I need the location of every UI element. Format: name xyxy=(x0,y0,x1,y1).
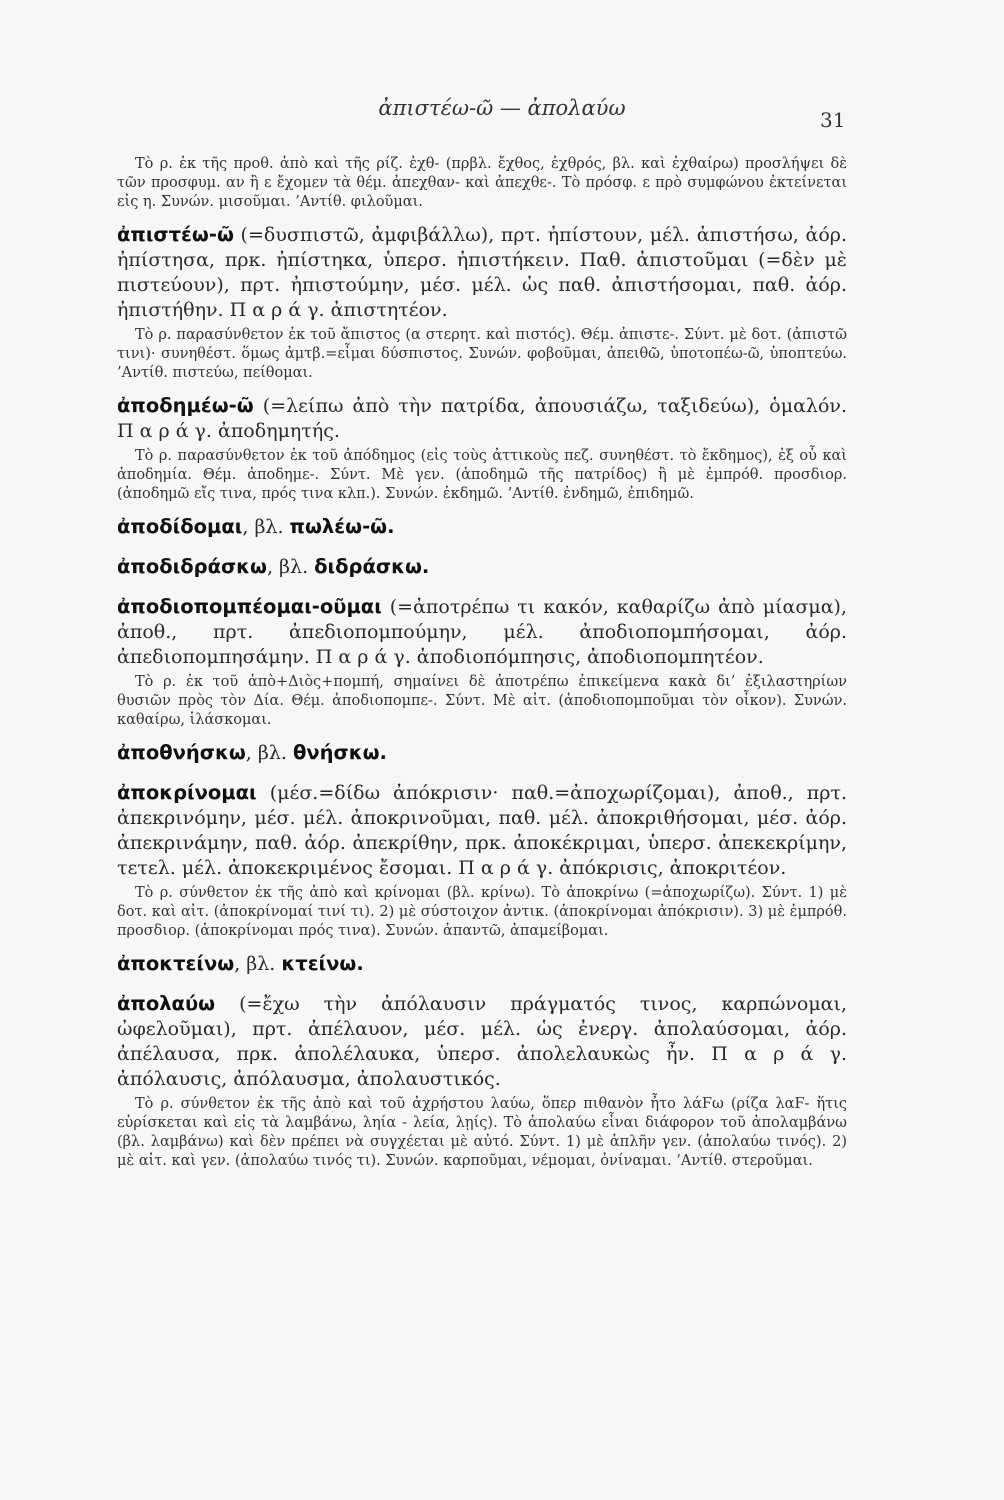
cross-reference-entry xyxy=(117,554,847,580)
entry-headword: ἀποδημέω-ῶ xyxy=(117,394,254,417)
cross-reference-entry xyxy=(117,951,847,977)
running-head: ἀπιστέω-ῶ — ἀπολαύω xyxy=(378,96,626,120)
dictionary-entry xyxy=(117,393,847,444)
entry-definition: (=δυσπιστῶ, ἀμφιβάλλω), πρτ. ἠπίστουν, μέλ. ἀπιστήσω, ἀόρ. ἠπίστησα, πρκ. ἠπίστηκα, ὑπερσ. ἠπιστήκειν. Παθ. ἀπιστοῦμαι (=δὲν μὲ πιστεύουν), πρτ. ἠπιστούμην, μέσ. μέλ. ὡς παθ. ἀπιστήσομαι, παθ. ἀόρ. ἠπιστήθην. Π α ρ ά γ. ἀπιστητέον. xyxy=(117,224,847,321)
cross-reference-entry xyxy=(117,514,847,540)
entry-headword: ἀποδίδομαι xyxy=(117,515,243,538)
etymology-note: Τὸ ρ. σύνθετον ἐκ τῆς ἀπὸ καὶ τοῦ ἀχρήστου λαύω, ὅπερ πιθανὸν ἦτο λάϜω (ρίζα λαϜ- ἥτις εὑρίσκεται καὶ εἰς τὰ λαμβάνω, ληία - λεία, λῃίς). Τὸ ἀπολαύω εἶναι διάφορον τοῦ ἀπολαμβάνω (βλ. λαμβάνω) καὶ δὲν πρέπει νὰ συγχέεται μὲ αὐτό. Σύντ. 1) μὲ ἁπλῆν γεν. (ἀπολαύω τινός). 2) μὲ αἰτ. καὶ γεν. (ἀπολαύω τινός τι). Συνών. καρποῦμαι, νέμομαι, ὀνίναμαι. ’Αντίθ. στεροῦμαι. xyxy=(117,1096,847,1169)
entry-headword: ἀποδιδράσκω xyxy=(117,555,267,578)
entry-definition: (=ἀποτρέπω τι κακόν, καθαρίζω ἀπὸ μίασμα), ἀποθ., πρτ. ἀπεδιοπομπούμην, μέλ. ἀποδιοπομπήσομαι, ἀόρ. ἀπεδιοπομπησάμην. Π α ρ ά γ. ἀποδιοπόμπησις, ἀποδιοπομπητέον. xyxy=(117,596,847,668)
etymology-note: Τὸ ρ. ἐκ τῆς προθ. ἀπὸ καὶ τῆς ρίζ. ἐχθ- (πρβλ. ἔχθος, ἐχθρός, βλ. καὶ ἐχθαίρω) προσλήψει δὲ τῶν προσφυμ. αν ἢ ε ἔχομεν τὰ θέμ. ἀπεχθαν- καὶ ἀπεχθε-. Τὸ πρόσφ. ε πρὸ συμφώνου ἐκτείνεται εἰς η. Συνών. μισοῦμαι. ’Αντίθ. φιλοῦμαι. xyxy=(117,156,847,210)
xref-prefix: , βλ. xyxy=(234,953,282,975)
cross-reference-entry xyxy=(117,740,847,766)
entry-headword: ἀποκτείνω xyxy=(117,952,235,975)
page-body xyxy=(117,155,847,1171)
entry-headword: ἀποθνήσκω xyxy=(117,741,246,764)
entry-headword: ἀποδιοπομπέομαι-οῦμαι xyxy=(117,595,382,618)
dictionary-entry xyxy=(117,780,847,881)
dictionary-entry xyxy=(117,991,847,1092)
xref-target: θνήσκω. xyxy=(292,741,387,764)
etymology-note: Τὸ ρ. παρασύνθετον ἐκ τοῦ ἀπόδημος (εἰς τοὺς ἀττικοὺς πεζ. συνηθέστ. τὸ ἔκδημος), ἐξ οὗ καὶ ἀποδημία. Θέμ. ἀποδημε-. Σύντ. Μὲ γεν. (ἀποδημῶ τῆς πατρίδος) ἢ μὲ ἐμπρόθ. προσδιορ. (ἀποδημῶ εἴς τινα, πρός τινα κλπ.). Συνών. ἐκδημῶ. ’Αντίθ. ἐνδημῶ, ἐπιδημῶ. xyxy=(117,448,847,502)
entry-definition: (=λείπω ἀπὸ τὴν πατρίδα, ἀπουσιάζω, ταξιδεύω), ὁμαλόν. Π α ρ ά γ. ἀποδημητής. xyxy=(117,395,847,442)
etymology-note: Τὸ ρ. ἐκ τοῦ ἀπὸ+Διὸς+πομπή, σημαίνει δὲ ἀποτρέπω ἐπικείμενα κακὰ δι’ ἐξιλαστηρίων θυσιῶν πρὸς τὸν Δία. Θέμ. ἀποδιοπομπε-. Σύντ. Μὲ αἰτ. (ἀποδιοπομποῦμαι τὸν οἶκον). Συνών. καθαίρω, ἱλάσκομαι. xyxy=(117,674,847,728)
xref-prefix: , βλ. xyxy=(245,742,293,764)
entry-headword: ἀπιστέω-ῶ xyxy=(117,223,234,246)
xref-prefix: , βλ. xyxy=(242,516,290,538)
xref-target: διδράσκω. xyxy=(314,555,430,578)
etymology-note: Τὸ ρ. σύνθετον ἐκ τῆς ἀπὸ καὶ κρίνομαι (βλ. κρίνω). Τὸ ἀποκρίνω (=ἀποχωρίζω). Σύντ. 1) μὲ δοτ. καὶ αἰτ. (ἀποκρίνομαί τινί τι). 2) μὲ σύστοιχον ἀντικ. (ἀποκρίνομαι ἀπόκρισιν). 3) μὲ ἐμπρόθ. προσδιορ. (ἀποκρίνομαι πρός τινα). Συνών. ἀπαντῶ, ἀπαμείβομαι. xyxy=(117,885,847,939)
xref-prefix: , βλ. xyxy=(266,556,315,578)
dictionary-entry xyxy=(117,222,847,323)
xref-target: πωλέω-ῶ. xyxy=(289,515,395,538)
etymology-note: Τὸ ρ. παρασύνθετον ἐκ τοῦ ἄπιστος (α στερητ. καὶ πιστός). Θέμ. ἀπιστε-. Σύντ. μὲ δοτ. (ἀπιστῶ τινι)· συνηθέστ. ὅμως ἀμτβ.=εἶμαι δύσπιστος. Συνών. φοβοῦμαι, ἀπειθῶ, ὑποτοπέω-ῶ, ὑποπτεύω. ’Αντίθ. πιστεύω, πείθομαι. xyxy=(117,327,847,381)
entry-definition: (=ἔχω τὴν ἀπόλαυσιν πράγματός τινος, καρπώνομαι, ὠφελοῦμαι), πρτ. ἀπέλαυον, μέσ. μέλ. ὡς ἐνεργ. ἀπολαύσομαι, ἀόρ. ἀπέλαυσα, πρκ. ἀπολέλαυκα, ὑπερσ. ἀπολελαυκὼς ἦν. Π α ρ ά γ. ἀπόλαυσις, ἀπόλαυσμα, ἀπολαυστικός. xyxy=(117,993,847,1090)
entry-headword: ἀποκρίνομαι xyxy=(117,781,257,804)
entry-headword: ἀπολαύω xyxy=(117,992,216,1015)
page-number: 31 xyxy=(820,108,846,132)
xref-target: κτείνω. xyxy=(281,952,364,975)
entry-definition: (μέσ.=δίδω ἀπόκρισιν· παθ.=ἀποχωρίζομαι), ἀποθ., πρτ. ἀπεκρινόμην, μέσ. μέλ. ἀποκρινοῦμαι, παθ. μέλ. ἀποκριθήσομαι, μέσ. ἀόρ. ἀπεκρινάμην, παθ. ἀόρ. ἀπεκρίθην, πρκ. ἀποκέκριμαι, ὑπερσ. ἀπεκεκρίμην, τετελ. μέλ. ἀποκεκριμένος ἔσομαι. Π α ρ ά γ. ἀπόκρισις, ἀποκριτέον. xyxy=(117,782,847,879)
dictionary-entry xyxy=(117,594,847,670)
